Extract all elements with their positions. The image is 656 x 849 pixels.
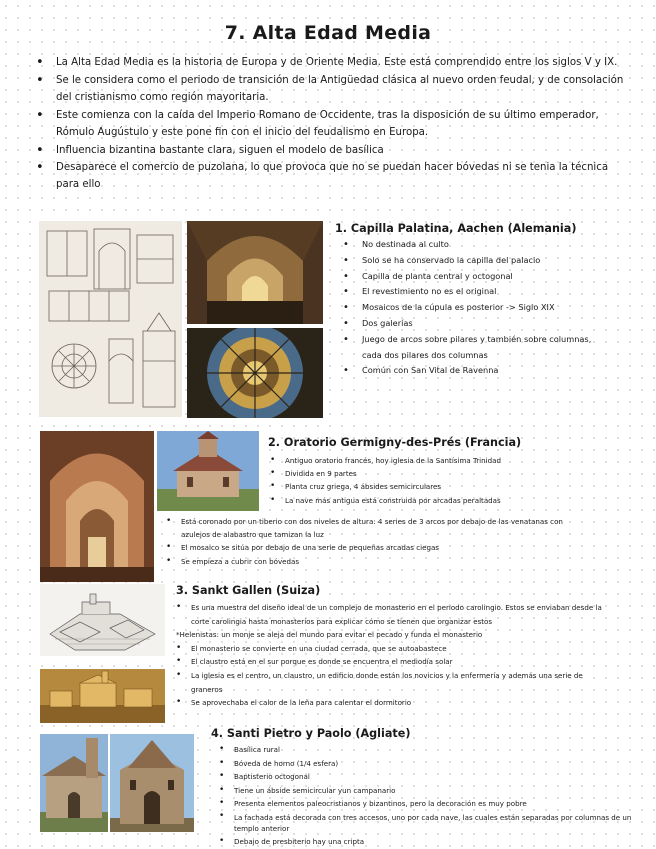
intro-item: • Influencia bizantina bastante clara, siguen el modelo de basílica (36, 142, 626, 159)
germigny-interior-photo (40, 431, 154, 582)
agliate-bullets (219, 743, 649, 849)
list-item: • La iglesia es el centro, un claustro, un edificio donde están los novicios y la enfermería y además una serie de graneros (176, 669, 616, 696)
list-item: • Presenta elementos paleocristianos y bizantinos, pero la decoración es muy pobre (219, 797, 649, 811)
list-item: • Mosaicos de la cúpula es posterior -> Siglo XIX (343, 300, 592, 316)
germigny-exterior-photo (157, 431, 259, 511)
list-item: • Basílica rural (219, 743, 649, 757)
aachen-interior-photo (187, 221, 323, 324)
list-item: • El revestimiento no es el original (343, 284, 595, 300)
list-item: • Dos galerías (343, 316, 595, 332)
page-title: 7. Alta Edad Media (224, 22, 432, 44)
list-item: • Se empieza a cubrir con bóvedas (166, 555, 594, 568)
list-item: • Se aprovechaba el calor de la leña para calentar el dormitorio (176, 696, 616, 710)
list-item: • El mosaico se sitúa por debajo de una serie de pequeñas arcadas ciegas (166, 541, 594, 554)
section-title-capilla-palatina: 1. Capilla Palatina, Aachen (Alemania) (335, 222, 577, 235)
section-title-agliate: 4. Santi Pietro y Paolo (Agliate) (211, 727, 411, 740)
germigny-bullets-right (270, 454, 640, 507)
list-item: • Antiguo oratorio francés, hoy iglesia de la Santísima Trinidad (270, 454, 640, 467)
section-title-germigny: 2. Oratorio Germigny-des-Prés (Francia) (268, 436, 522, 449)
intro-item: • La Alta Edad Media es la historia de Europa y de Oriente Media. Este está comprendido entre los siglos V y IX. (36, 54, 626, 71)
sankt-gallen-bullets (176, 601, 616, 710)
list-item: • La fachada está decorada con tres accesos, uno por cada nave, las cuales están separadas por columnas de un templo anterior (219, 811, 649, 835)
sankt-gallen-engraving (40, 584, 165, 656)
list-item: • Juego de arcos sobre pilares y también sobre columnas, cada dos pilares dos columnas (343, 332, 592, 364)
germigny-bullets-below (166, 515, 594, 568)
list-item: • Bóveda de horno (1/4 esfera) (219, 757, 649, 771)
list-item: • Solo se ha conservado la capilla del palacio (343, 253, 595, 269)
agliate-baptistery-photo (110, 734, 194, 832)
list-item: • Baptisterio octogonal (219, 770, 649, 784)
capilla-palatina-bullets (343, 237, 595, 379)
section-title-sankt-gallen: 3. Sankt Gallen (Suiza) (176, 584, 321, 597)
list-item: • Es una muestra del diseño ideal de un complejo de monasterio en el periodo carolingio. Estos se enviaban desde la corte carolingia hasta monasterios para explicar cómo se tienen que organizar estos (176, 601, 616, 628)
list-item: • Común con San Vital de Ravenna (343, 363, 595, 379)
list-item: • Planta cruz griega, 4 ábsides semicirculares (270, 480, 640, 493)
list-item: • No destinada al culto (343, 237, 595, 253)
list-item: • Dividida en 9 partes (270, 467, 640, 480)
list-item: • Está coronado por un tiberio con dos niveles de altura: 4 series de 3 arcos por debajo de las venatanas con azulejos de alabastro que tamizan la luz (166, 515, 594, 541)
aachen-dome-mosaic-photo (187, 328, 323, 418)
intro-list (36, 54, 626, 194)
agliate-basilica-photo (40, 734, 108, 832)
list-item: • El monasterio se convierte en una ciudad cerrada, que se autoabastece (176, 642, 616, 656)
intro-item: • Desaparece el comercio de puzolana, lo que provoca que no se puedan hacer bóvedas ni se tenia la técnica para ello (36, 159, 626, 193)
list-item: • Debajo de presbiterio hay una cripta (219, 835, 649, 849)
sankt-gallen-model-photo (40, 669, 165, 723)
intro-item: • Este comienza con la caída del Imperio Romano de Occidente, tras la disposición de su último emperador, Rómulo Augústulo y este pone fin con el inicio del feudalismo en Europa. (36, 107, 626, 141)
intro-item: • Se le considera como el periodo de transición de la Antigüedad clásica al nuevo orden feudal, y de consolación del cristianismo como región mayoritaria. (36, 72, 626, 106)
list-item: *Helenistas: un monje se aleja del mundo para evitar el pecado y funda el monasterio (176, 630, 483, 640)
list-item: • Capilla de planta central y octogonal (343, 269, 595, 285)
aachen-floor-plan-drawing (39, 221, 182, 417)
list-item: • Tiene un ábside semicircular yun campanario (219, 784, 649, 798)
list-item: • El claustro está en el sur porque es donde se encuentra el mediodía solar (176, 655, 616, 669)
list-item: • La nave más antigua está construida por arcadas peraltadas (270, 494, 640, 507)
